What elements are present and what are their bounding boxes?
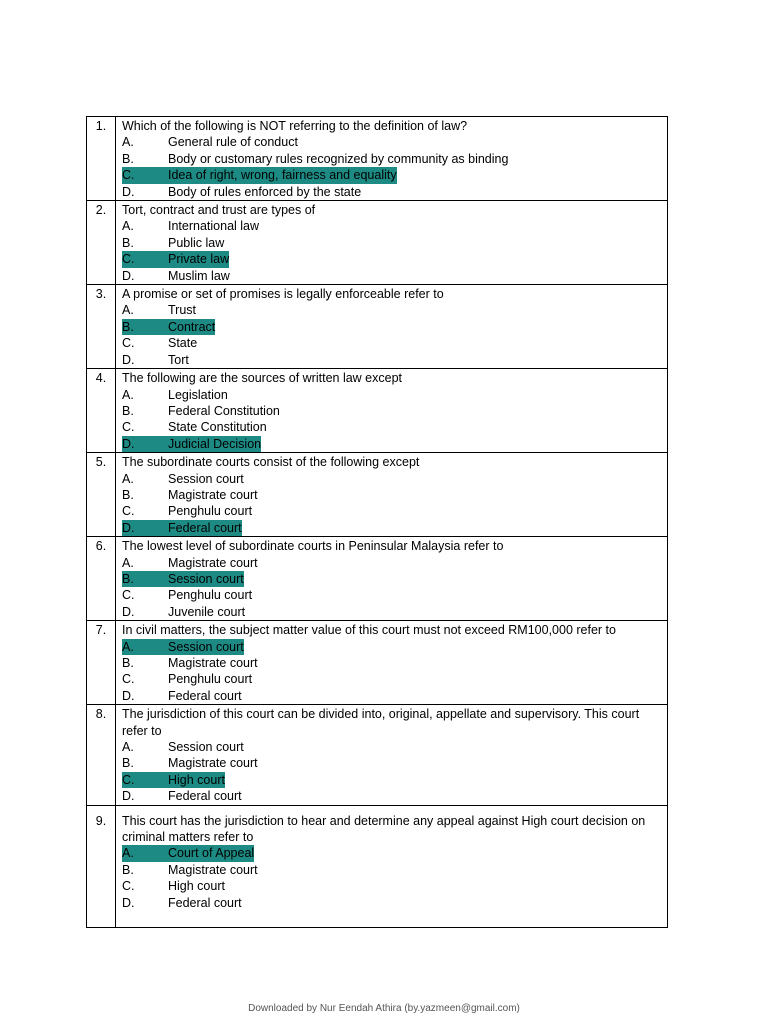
option-text: High court: [168, 772, 225, 787]
question-text: In civil matters, the subject matter value of this court must not exceed RM100,000 refer to: [122, 623, 616, 638]
question-number: 3.: [87, 285, 116, 369]
answer-option-content: [122, 184, 361, 200]
option-text: Court of Appeal: [168, 846, 255, 861]
answer-option-content: [122, 895, 242, 911]
option-text: Magistrate court: [168, 656, 258, 670]
option-text: General rule of conduct: [168, 135, 298, 150]
question-text: This court has the jurisdiction to hear and determine any appeal against High court decision on criminal matters refer to: [122, 813, 646, 845]
option-letter: B.: [122, 235, 134, 250]
answer-option: [122, 352, 661, 368]
answer-option-content: [122, 251, 229, 267]
question-cell: [116, 201, 668, 285]
answer-option-content: [122, 487, 258, 503]
answer-option-content: [122, 387, 228, 403]
option-text: Body or customary rules recognized by community as binding: [168, 151, 509, 166]
answer-option: [122, 503, 661, 519]
option-letter: A.: [122, 639, 134, 654]
question-cell: [116, 537, 668, 621]
answer-option: [122, 587, 661, 603]
option-letter: A.: [122, 219, 134, 234]
option-text: Session court: [168, 740, 244, 755]
option-letter: D.: [122, 268, 135, 283]
question-row: [87, 201, 668, 285]
option-text: Trust: [168, 303, 197, 318]
question-row: [87, 369, 668, 453]
option-text: Penghulu court: [168, 504, 253, 519]
answer-option: [122, 235, 661, 251]
question-number: 4.: [87, 369, 116, 453]
option-text: Session court: [168, 571, 244, 586]
option-letter: B.: [122, 756, 134, 771]
option-letter: C.: [122, 672, 135, 687]
question-cell: [116, 117, 668, 201]
question-number: 9.: [87, 805, 116, 927]
answer-option-content: [122, 739, 244, 755]
download-footer: Downloaded by Nur Eendah Athira (by.yazmeen@gmail.com): [248, 1003, 520, 1014]
option-text: Judicial Decision: [168, 436, 262, 451]
option-text: Public law: [168, 235, 225, 250]
question-cell: [116, 621, 668, 705]
answer-option: [122, 788, 661, 804]
answer-option-content: [122, 571, 244, 587]
answer-option: [122, 604, 661, 620]
question-row: [87, 453, 668, 537]
option-letter: D.: [122, 688, 135, 703]
option-text: Federal court: [168, 895, 242, 910]
question-number: 1.: [87, 117, 116, 201]
answer-option-content: [122, 878, 225, 894]
option-text: Federal Constitution: [168, 403, 280, 418]
answer-option: [122, 688, 661, 704]
answer-option-content: [122, 352, 189, 368]
answer-option-highlighted: [122, 319, 661, 335]
question-row: [87, 537, 668, 621]
question-text: The lowest level of subordinate courts in Peninsular Malaysia refer to: [122, 539, 504, 554]
answer-option-content: [122, 151, 508, 167]
questions-table: [86, 116, 668, 928]
answer-option-content: [122, 335, 197, 351]
answer-option-content: [122, 134, 298, 150]
question-text: The jurisdiction of this court can be divided into, original, appellate and supervisory. This court refer to: [122, 707, 640, 738]
option-letter: C.: [122, 420, 135, 435]
question-row: [87, 117, 668, 201]
option-letter: B.: [122, 487, 134, 502]
question-number: 7.: [87, 621, 116, 705]
answer-option-content: [122, 302, 196, 318]
option-letter: D.: [122, 436, 135, 451]
question-text: The following are the sources of written law except: [122, 371, 402, 386]
option-text: Federal court: [168, 688, 242, 703]
answer-option-highlighted: [122, 845, 661, 861]
option-letter: C.: [122, 879, 135, 894]
option-letter: A.: [122, 387, 134, 402]
option-text: Magistrate court: [168, 756, 258, 771]
option-text: Penghulu court: [168, 672, 253, 687]
option-text: Idea of right, wrong, fairness and equality: [168, 168, 397, 183]
option-text: Magistrate court: [168, 555, 258, 570]
answer-option-content: [122, 755, 258, 771]
answer-option: [122, 134, 661, 150]
option-letter: A.: [122, 135, 134, 150]
answer-option-highlighted: [122, 772, 661, 788]
option-text: Juvenile court: [168, 604, 246, 619]
answer-option: [122, 387, 661, 403]
answer-option-content: [122, 772, 225, 788]
answer-option-content: [122, 520, 242, 536]
answer-option: [122, 184, 661, 200]
answer-option: [122, 671, 661, 687]
option-letter: D.: [122, 604, 135, 619]
question-number: 6.: [87, 537, 116, 621]
answer-option-content: [122, 403, 280, 419]
option-text: Private law: [168, 252, 230, 267]
option-letter: B.: [122, 151, 134, 166]
answer-option-highlighted: [122, 167, 661, 183]
answer-option-highlighted: [122, 251, 661, 267]
option-text: State Constitution: [168, 420, 267, 435]
option-letter: B.: [122, 403, 134, 418]
answer-option-highlighted: [122, 639, 661, 655]
option-text: Muslim law: [168, 268, 230, 283]
answer-option: [122, 487, 661, 503]
answer-option-content: [122, 503, 252, 519]
option-text: Magistrate court: [168, 862, 258, 877]
question-cell: [116, 285, 668, 369]
answer-option-content: [122, 604, 245, 620]
answer-option-content: [122, 688, 242, 704]
answer-option: [122, 403, 661, 419]
option-text: State: [168, 336, 198, 351]
question-cell: [116, 453, 668, 537]
option-letter: B.: [122, 571, 134, 586]
answer-option-content: [122, 671, 252, 687]
answer-option: [122, 895, 661, 911]
option-text: Body of rules enforced by the state: [168, 184, 362, 199]
answer-option-content: [122, 862, 258, 878]
answer-option: [122, 755, 661, 771]
question-text: Which of the following is NOT referring to the definition of law?: [122, 119, 468, 133]
question-text: A promise or set of promises is legally enforceable refer to: [122, 287, 444, 302]
option-letter: B.: [122, 656, 134, 670]
option-letter: C.: [122, 252, 135, 267]
question-row: [87, 705, 668, 805]
answer-option-content: [122, 655, 258, 671]
option-letter: B.: [122, 319, 134, 334]
option-text: Magistrate court: [168, 487, 258, 502]
answer-option: [122, 268, 661, 284]
answer-option: [122, 302, 661, 318]
question-row: [87, 285, 668, 369]
question-cell: [116, 705, 668, 805]
option-text: Session court: [168, 639, 244, 654]
option-text: Legislation: [168, 387, 228, 402]
questions-body: [87, 117, 668, 928]
answer-option-content: [122, 845, 254, 861]
answer-option-content: [122, 587, 252, 603]
option-letter: D.: [122, 520, 135, 535]
answer-option: [122, 655, 661, 671]
option-text: Federal court: [168, 520, 242, 535]
option-letter: D.: [122, 789, 135, 804]
answer-option: [122, 862, 661, 878]
answer-option-content: [122, 639, 244, 655]
answer-option: [122, 335, 661, 351]
option-letter: C.: [122, 168, 135, 183]
answer-option: [122, 151, 661, 167]
answer-option: [122, 218, 661, 234]
answer-option: [122, 555, 661, 571]
option-letter: A.: [122, 846, 134, 861]
answer-option: [122, 419, 661, 435]
question-number: 2.: [87, 201, 116, 285]
option-text: High court: [168, 879, 225, 894]
question-text: The subordinate courts consist of the following except: [122, 455, 420, 470]
option-letter: C.: [122, 772, 135, 787]
option-letter: D.: [122, 352, 135, 367]
option-letter: A.: [122, 303, 134, 318]
question-number: 5.: [87, 453, 116, 537]
answer-option-content: [122, 167, 397, 183]
question-number: 8.: [87, 705, 116, 805]
option-letter: C.: [122, 336, 135, 351]
answer-option-content: [122, 218, 259, 234]
question-row: [87, 621, 668, 705]
option-text: Contract: [168, 319, 216, 334]
option-letter: A.: [122, 555, 134, 570]
answer-option-content: [122, 555, 258, 571]
option-letter: D.: [122, 184, 135, 199]
question-cell: [116, 369, 668, 453]
option-letter: C.: [122, 504, 135, 519]
option-letter: C.: [122, 588, 135, 603]
option-text: Session court: [168, 471, 244, 486]
question-row: [87, 805, 668, 927]
answer-option: [122, 471, 661, 487]
answer-option-content: [122, 436, 261, 452]
answer-option-content: [122, 471, 244, 487]
answer-option-content: [122, 419, 267, 435]
answer-option-highlighted: [122, 520, 661, 536]
answer-option-content: [122, 268, 230, 284]
answer-option-highlighted: [122, 571, 661, 587]
option-text: Tort: [168, 352, 189, 367]
option-letter: B.: [122, 862, 134, 877]
option-text: International law: [168, 219, 260, 234]
option-letter: D.: [122, 895, 135, 910]
answer-option: [122, 739, 661, 755]
question-text: Tort, contract and trust are types of: [122, 203, 316, 218]
answer-option-highlighted: [122, 436, 661, 452]
answer-option: [122, 878, 661, 894]
answer-option-content: [122, 788, 242, 804]
option-letter: A.: [122, 471, 134, 486]
option-letter: A.: [122, 740, 134, 755]
option-text: Penghulu court: [168, 588, 253, 603]
answer-option-content: [122, 235, 224, 251]
option-text: Federal court: [168, 789, 242, 804]
question-cell: [116, 805, 668, 927]
answer-option-content: [122, 319, 215, 335]
